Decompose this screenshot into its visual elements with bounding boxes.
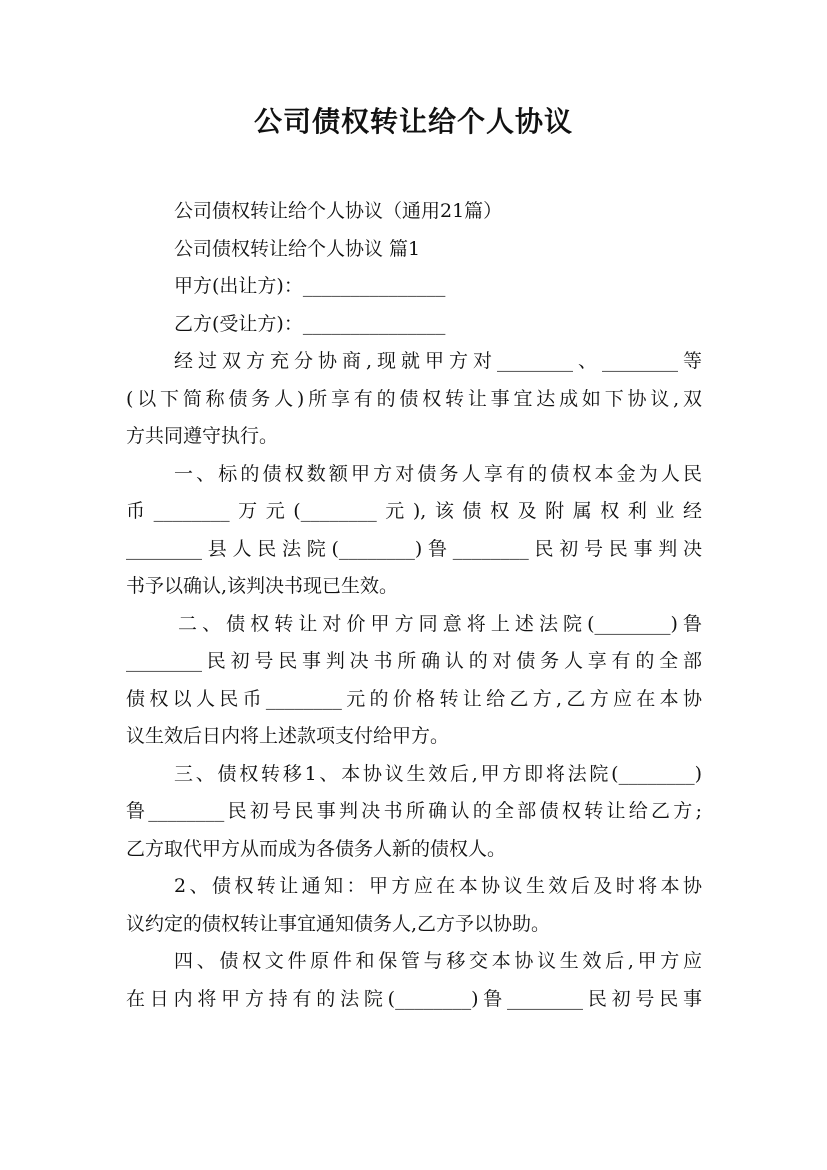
paragraph-line: ________民初号民事判决书所确认的对债务人享有的全部 xyxy=(126,650,702,672)
party-b-line: 乙方(受让方)：_______________ xyxy=(174,312,446,335)
paragraph-line: 债权以人民币________元的价格转让给乙方,乙方应在本协 xyxy=(126,687,702,710)
paragraph-line: 在日内将甲方持有的法院(________)鲁________民初号民事 xyxy=(126,987,702,1010)
paragraph-line: 鲁________民初号民事判决书所确认的全部债权转让给乙方; xyxy=(126,800,702,822)
paragraph-line: 书予以确认,该判决书现已生效。 xyxy=(126,575,399,597)
paragraph-line: 三、债权转移1、本协议生效后,甲方即将法院(________) xyxy=(174,762,702,785)
paragraph-line: 议约定的债权转让事宜通知债务人,乙方予以协助。 xyxy=(126,912,551,935)
paragraph-line: (以下简称债务人)所享有的债权转让事宜达成如下协议,双 xyxy=(126,387,702,410)
paragraph-line: 经过双方充分协商,现就甲方对________、________等 xyxy=(174,350,702,372)
party-a-line: 甲方(出让方)：_______________ xyxy=(174,275,446,297)
paragraph-line: 二、债权转让对价甲方同意将上述法院(________)鲁 xyxy=(178,612,702,635)
paragraph-line: ________县人民法院(________)鲁________民初号民事判决 xyxy=(126,537,702,560)
paragraph-line: 议生效后日内将上述款项支付给甲方。 xyxy=(126,725,450,747)
paragraph-line: 一、标的债权数额甲方对债务人享有的债权本金为人民 xyxy=(174,462,702,485)
section-heading: 公司债权转让给个人协议 篇1 xyxy=(174,237,421,260)
paragraph-line: 四、债权文件原件和保管与移交本协议生效后,甲方应 xyxy=(174,950,702,972)
subtitle-line: 公司债权转让给个人协议（通用21篇） xyxy=(174,200,503,222)
paragraph-line: 2、债权转让通知：甲方应在本协议生效后及时将本协 xyxy=(174,875,702,897)
document-body xyxy=(126,193,702,1018)
paragraph-line: 币________万元(________元),该债权及附属权利业经 xyxy=(126,500,702,522)
paragraph-line: 方共同遵守执行。 xyxy=(126,425,279,447)
document-title: 公司债权转让给个人协议 xyxy=(253,105,573,138)
paragraph-line: 乙方取代甲方从而成为各债务人新的债权人。 xyxy=(126,837,507,860)
